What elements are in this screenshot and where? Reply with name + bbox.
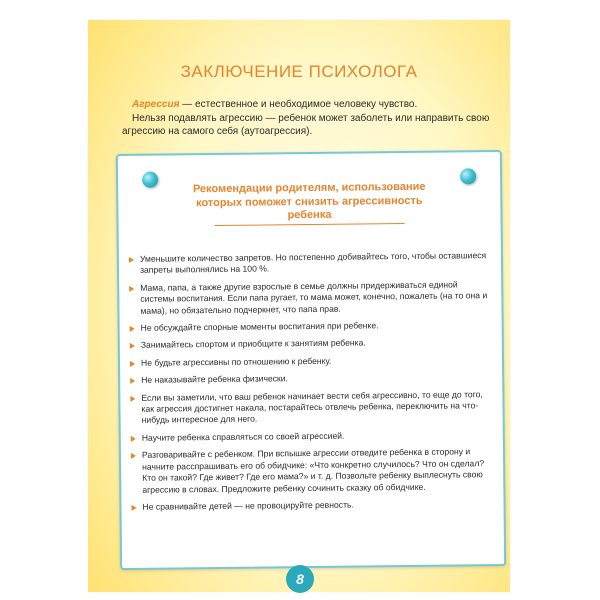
intro-line-2: Нельзя подавлять агрессию — ребенок может заболеть или направить свою агрессию на самого себя (аутоагрессия).: [122, 112, 490, 137]
pushpin-icon: [460, 168, 476, 184]
bullet-arrow-icon: [131, 436, 136, 442]
pushpin-icon: [142, 172, 158, 188]
bullet-arrow-icon: [130, 343, 135, 349]
list-item: Не обсуждайте спорные моменты воспитания при ребенке.: [130, 319, 492, 334]
bullet-arrow-icon: [129, 257, 134, 263]
intro-line-1-rest: — естественное и необходимое человеку чувство.: [179, 99, 418, 110]
title-underline: [215, 223, 405, 226]
bullet-arrow-icon: [130, 361, 135, 367]
intro-paragraph: [122, 98, 502, 139]
list-item: Не наказывайте ребенка физически.: [130, 371, 492, 386]
list-item: Разговаривайте с ребенком. При вспышке агрессии отведите ребенка в сторону и начните расспрашивать его об обидчике: «Что конкретно случилось? Что он сделал? Кто он такой? Где живет? Где его мама?» и т. д. Позвольте ребенку выплеснуть свою агрессию в словах. Предложите ребенку сочинить сказку об обидчике.: [131, 446, 493, 495]
recommendations-list: [129, 250, 494, 519]
page-number: 8: [286, 565, 314, 593]
list-item: Не сравнивайте детей — не провоцируйте ревность.: [131, 498, 493, 513]
recommendations-title: Рекомендации родителям, использование которых поможет снизить агрессивность ребенка: [192, 180, 426, 222]
list-item: Если вы заметили, что ваш ребенок начинает вести себя агрессивно, то еще до того, как агрессия достигнет накала, постарайтесь отвлечь ребенка, переключить на что-нибудь интересное для него.: [130, 389, 492, 427]
bullet-arrow-icon: [131, 453, 136, 459]
book-page: [88, 20, 510, 592]
bullet-arrow-icon: [132, 505, 137, 511]
bullet-arrow-icon: [130, 378, 135, 384]
recommendations-card: [116, 150, 506, 570]
list-item: Занимайтесь спортом и приобщите к занятиям ребенка.: [130, 337, 492, 352]
bullet-arrow-icon: [130, 395, 135, 401]
intro-line-1: [122, 98, 502, 112]
bullet-arrow-icon: [130, 326, 135, 332]
list-item: Научите ребенка справляться со своей агрессией.: [131, 429, 493, 444]
list-item: Не будьте агрессивны по отношению к ребенку.: [130, 354, 492, 369]
intro-term: Агрессия: [132, 99, 180, 110]
page-title: ЗАКЛЮЧЕНИЕ ПСИХОЛОГА: [180, 62, 418, 81]
list-item: Уменьшите количество запретов. Но постепенно добивайтесь того, чтобы оставшиеся запреты выполнялись на 100 %.: [129, 250, 491, 277]
bullet-arrow-icon: [129, 286, 134, 292]
list-item: Мама, папа, а также другие взрослые в семье должны придерживаться единой системы воспитания. Если папа ругает, то мама может, конечно, пожалеть (на то она и мама), но обязательно подчеркнет, что папа прав.: [129, 279, 491, 317]
